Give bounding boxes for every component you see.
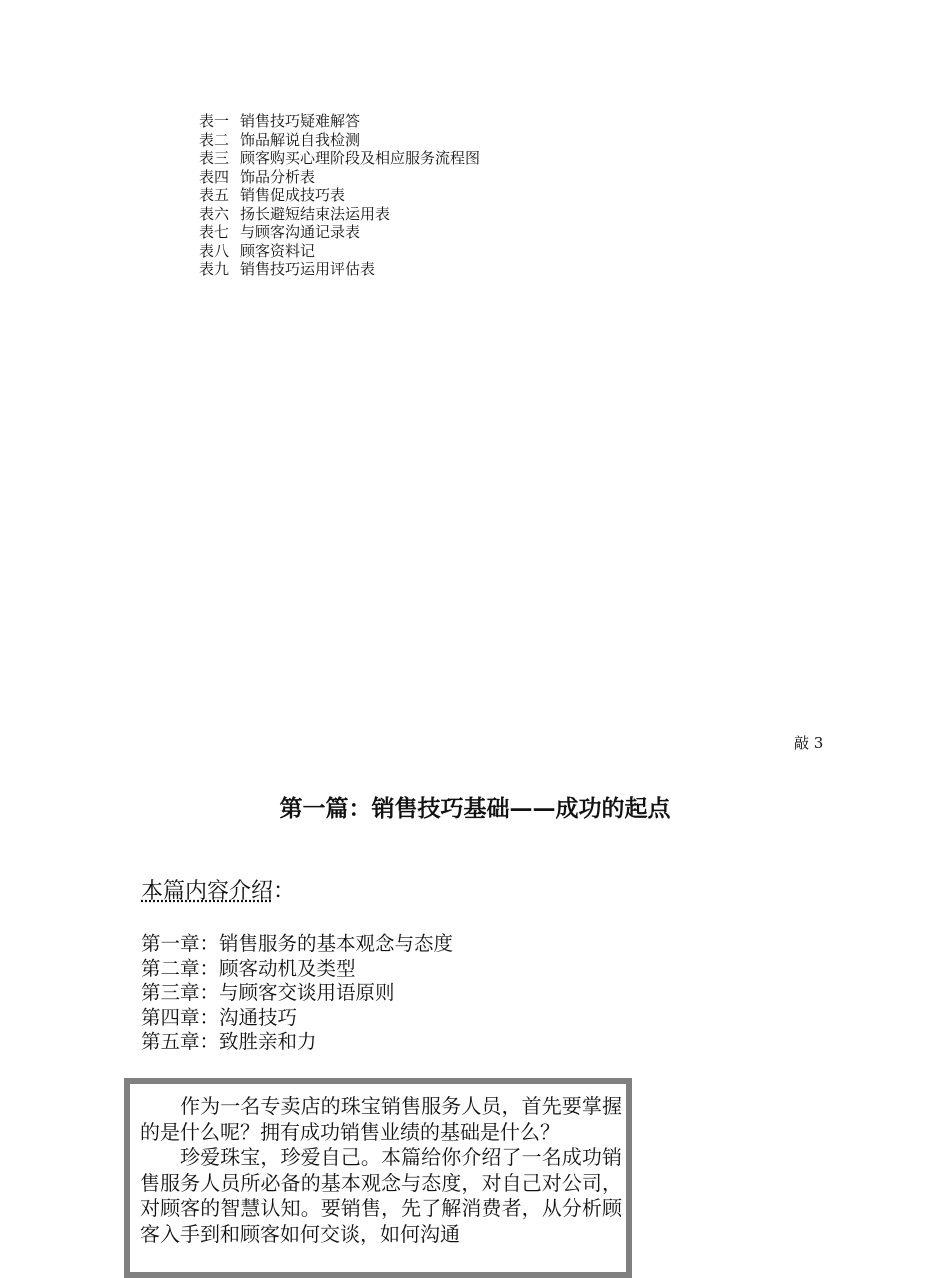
toc-item-number: 表四 <box>199 167 230 186</box>
intro-heading-text: 本篇内容介绍 <box>141 879 274 904</box>
toc-item <box>199 260 480 279</box>
toc-item-number: 表八 <box>199 241 230 260</box>
toc-item-title: 顾客资料记 <box>240 241 316 260</box>
toc-item-number: 表三 <box>199 149 230 167</box>
toc-item-title: 扬长避短结束法运用表 <box>240 204 391 223</box>
toc-item-title: 销售技巧疑难解答 <box>240 112 361 130</box>
toc-item-title: 顾客购买心理阶段及相应服务流程图 <box>240 149 481 167</box>
toc-item <box>199 223 480 242</box>
toc-item-title: 销售技巧运用评估表 <box>240 260 376 278</box>
summary-paragraph: 作为一名专卖店的珠宝销售服务人员，首先要掌握的是什么呢？拥有成功销售业绩的基础是什么？ <box>140 1094 622 1144</box>
toc-item-title: 饰品解说自我检测 <box>240 130 361 149</box>
chapter-number: 第一章： <box>141 932 220 955</box>
toc-item-number: 表九 <box>199 260 230 278</box>
chapter-number: 第五章： <box>141 1030 220 1054</box>
table-of-tables <box>199 112 480 279</box>
toc-item-title: 饰品分析表 <box>240 167 316 186</box>
toc-item <box>199 149 480 168</box>
toc-item-title: 销售促成技巧表 <box>240 186 346 204</box>
toc-item <box>199 242 480 261</box>
chapter-number: 第二章： <box>141 956 220 980</box>
chapter-title: 顾客动机及类型 <box>219 956 356 980</box>
summary-box <box>124 1078 632 1278</box>
chapter-item <box>141 981 453 1006</box>
chapter-item <box>141 957 453 982</box>
toc-item-number: 表一 <box>199 112 230 130</box>
toc-item <box>199 131 480 150</box>
toc-item-number: 表六 <box>199 204 230 223</box>
summary-paragraph: 珍爱珠宝，珍爱自己。本篇给你介绍了一名成功销售服务人员所必备的基本观念与态度，对自己对公司，对顾客的智慧认知。要销售，先了解消费者，从分析顾客入手到和顾客如何交谈，如何沟通 <box>140 1145 622 1246</box>
part-title: 第一篇：销售技巧基础——成功的起点 <box>279 795 671 822</box>
chapter-title: 销售服务的基本观念与态度 <box>219 932 454 955</box>
chapter-item <box>141 1030 453 1055</box>
chapter-list <box>141 932 453 1055</box>
toc-item <box>199 112 480 131</box>
intro-heading-colon: ： <box>273 879 296 904</box>
toc-item <box>199 205 480 224</box>
toc-item <box>199 168 480 187</box>
toc-item-title: 与顾客沟通记录表 <box>240 223 361 241</box>
page-number: 敲 3 <box>794 734 824 752</box>
toc-item-number: 表七 <box>199 223 230 241</box>
toc-item-number: 表二 <box>199 130 230 149</box>
chapter-number: 第四章： <box>141 1005 220 1029</box>
chapter-item <box>141 932 453 957</box>
chapter-title: 致胜亲和力 <box>219 1030 317 1054</box>
chapter-item <box>141 1006 453 1031</box>
chapter-title: 与顾客交谈用语原则 <box>219 981 395 1005</box>
intro-heading <box>141 874 295 905</box>
chapter-number: 第三章： <box>141 981 220 1005</box>
toc-item-number: 表五 <box>199 186 230 204</box>
toc-item <box>199 186 480 205</box>
chapter-title: 沟通技巧 <box>219 1005 298 1029</box>
